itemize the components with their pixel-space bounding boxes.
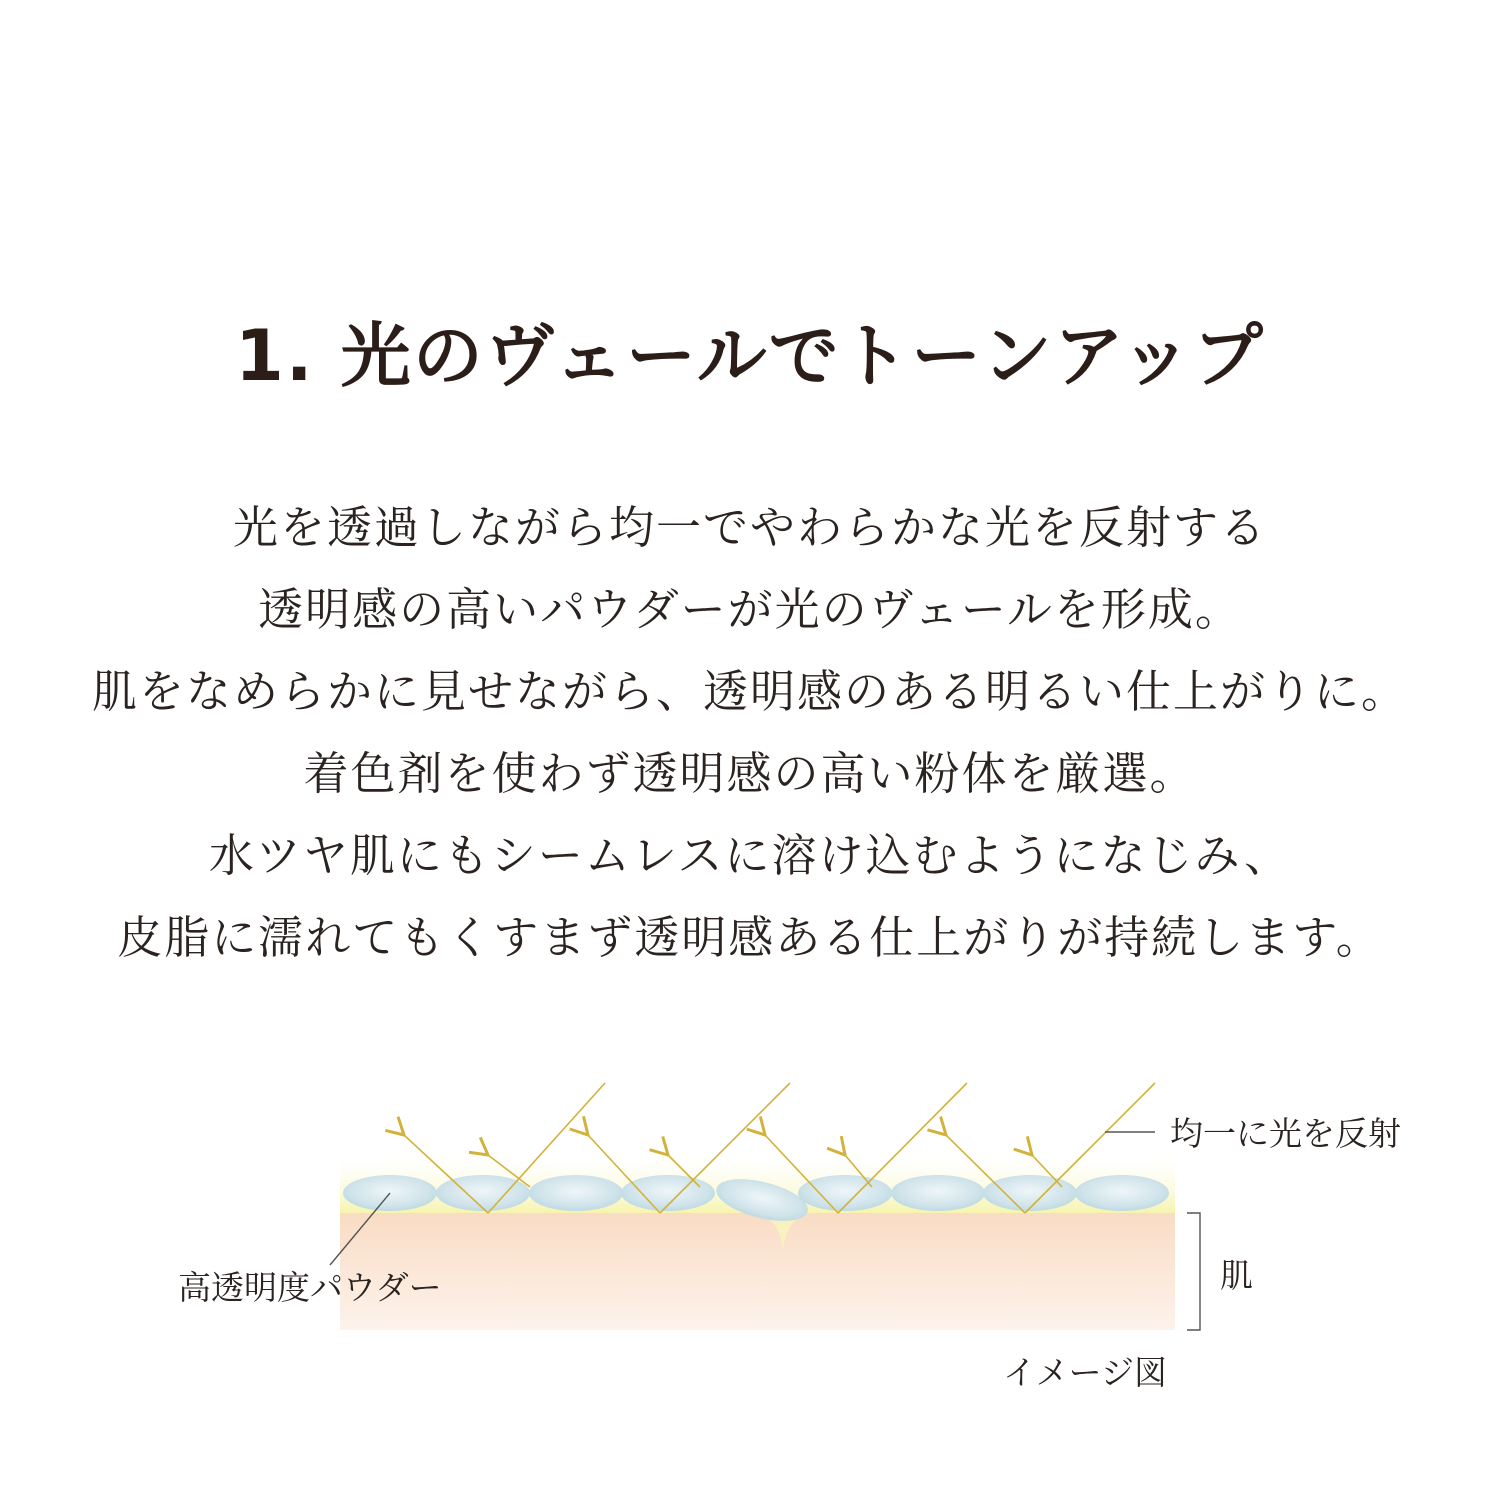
- description-line: 光を透過しながら均一でやわらかな光を反射する: [232, 501, 1267, 554]
- skin-bracket: [1187, 1213, 1200, 1330]
- description-line: 水ツヤ肌にもシームレスに溶け込むようになじみ、: [208, 829, 1292, 882]
- description-line: 肌をなめらかに見せながら、透明感のある明るい仕上がりに。: [91, 665, 1408, 718]
- skin-layer: [340, 1213, 1175, 1330]
- powder-label: 高透明度パウダー: [178, 1268, 442, 1307]
- diagram-caption: イメージ図: [1003, 1353, 1168, 1392]
- reflect-label: 均一に光を反射: [1170, 1114, 1401, 1153]
- description-text: [0, 487, 1500, 979]
- light-veil-diagram: [0, 1070, 1500, 1392]
- description-line: 皮脂に濡れてもくすまず透明感ある仕上がりが持続します。: [117, 911, 1383, 964]
- description-line: 着色剤を使わず透明感の高い粉体を厳選。: [303, 747, 1197, 800]
- skin-label: 肌: [1220, 1256, 1253, 1295]
- page-title: 1. 光のヴェールでトーンアップ: [235, 315, 1265, 397]
- description-line: 透明感の高いパウダーが光のヴェールを形成。: [258, 583, 1242, 636]
